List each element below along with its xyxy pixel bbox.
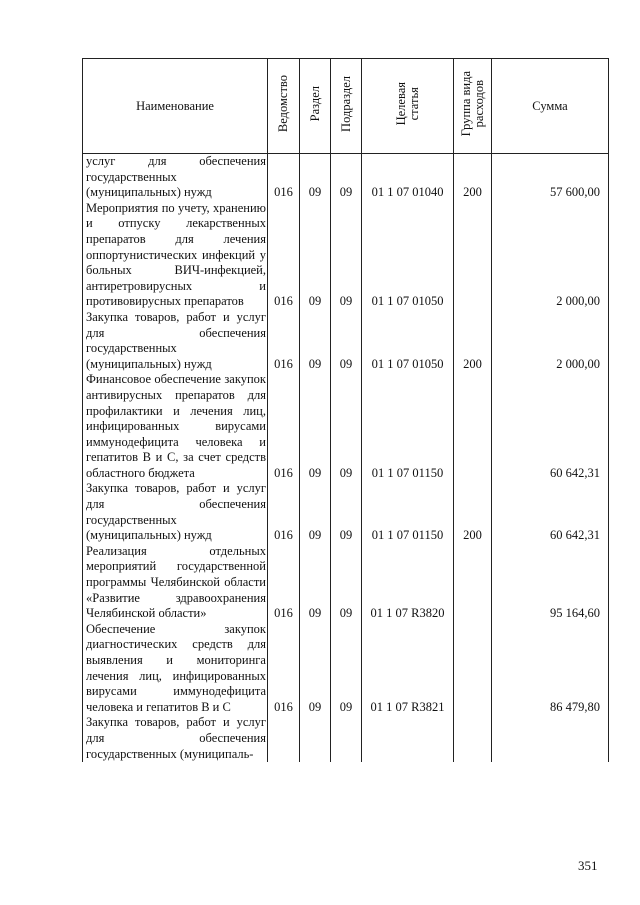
row-summa: 60 642,31 [492, 372, 609, 481]
row-name: Закупка товаров, работ и услуг для обеспечения государственных (муниципальных) нужд [83, 310, 268, 372]
row-razdel: 09 [300, 154, 331, 201]
table-row [83, 201, 609, 310]
row-razdel: 09 [300, 622, 331, 716]
row-name: Закупка товаров, работ и услуг для обеспечения государственных (муниципальных) нужд [83, 481, 268, 543]
header-razdel: Раздел [300, 59, 331, 154]
row-podrazdel [331, 715, 362, 762]
row-celevaya: 01 1 07 01150 [362, 372, 454, 481]
header-vedomstvo: Ведомство [268, 59, 300, 154]
row-summa [492, 715, 609, 762]
row-summa: 2 000,00 [492, 201, 609, 310]
header-summa: Сумма [492, 59, 609, 154]
row-gruppa: 200 [454, 481, 492, 543]
row-podrazdel: 09 [331, 622, 362, 716]
row-podrazdel: 09 [331, 310, 362, 372]
row-razdel: 09 [300, 310, 331, 372]
row-vedomstvo: 016 [268, 544, 300, 622]
row-vedomstvo: 016 [268, 310, 300, 372]
row-podrazdel: 09 [331, 481, 362, 543]
row-name: Мероприятия по учету, хранению и отпуску лекарственных препаратов для лечения оппортунистических инфекций у больных ВИЧ-инфекцией, антиретровирусных и противовирусных препаратов [83, 201, 268, 310]
row-summa: 60 642,31 [492, 481, 609, 543]
row-vedomstvo: 016 [268, 201, 300, 310]
header-gruppa-vida-raskhodov: Группа вида расходов [454, 59, 492, 154]
header-celevaya-statya: Целевая статья [362, 59, 454, 154]
row-gruppa [454, 715, 492, 762]
row-gruppa [454, 372, 492, 481]
row-podrazdel: 09 [331, 544, 362, 622]
row-vedomstvo: 016 [268, 154, 300, 201]
row-razdel [300, 715, 331, 762]
table-row [83, 481, 609, 543]
page-number: 351 [578, 858, 598, 873]
budget-table [82, 58, 609, 762]
row-razdel: 09 [300, 201, 331, 310]
row-celevaya: 01 1 07 01050 [362, 310, 454, 372]
row-name: Закупка товаров, работ и услуг для обеспечения государственных (муниципаль- [83, 715, 268, 762]
row-gruppa [454, 544, 492, 622]
row-summa: 57 600,00 [492, 154, 609, 201]
row-summa: 2 000,00 [492, 310, 609, 372]
row-gruppa: 200 [454, 154, 492, 201]
row-summa: 95 164,60 [492, 544, 609, 622]
header-podrazdel: Подраздел [331, 59, 362, 154]
row-celevaya: 01 1 07 01040 [362, 154, 454, 201]
row-name: Реализация отдельных мероприятий государственной программы Челябинской области «Развитие здравоохранения Челябинской области» [83, 544, 268, 622]
row-celevaya [362, 715, 454, 762]
row-celevaya: 01 1 07 R3821 [362, 622, 454, 716]
table-row [83, 154, 609, 201]
row-podrazdel: 09 [331, 201, 362, 310]
row-name: Финансовое обеспечение закупок антивирусных препаратов для профилактики и лечения лиц, инфицированных вирусами иммунодефицита человека и гепатитов B и C, за счет средств областного бюджета [83, 372, 268, 481]
row-podrazdel: 09 [331, 372, 362, 481]
row-name: услуг для обеспечения государственных (муниципальных) нужд [83, 154, 268, 201]
table-row [83, 310, 609, 372]
row-celevaya: 01 1 07 01050 [362, 201, 454, 310]
header-name: Наименование [83, 59, 268, 154]
table-row [83, 544, 609, 622]
row-name: Обеспечение закупок диагностических средств для выявления и мониторинга лечения лиц, инфицированных вирусами иммунодефицита человека и гепатитов B и C [83, 622, 268, 716]
row-vedomstvo: 016 [268, 372, 300, 481]
row-summa: 86 479,80 [492, 622, 609, 716]
row-gruppa [454, 201, 492, 310]
row-gruppa [454, 622, 492, 716]
row-razdel: 09 [300, 481, 331, 543]
header-row [83, 59, 609, 154]
row-vedomstvo: 016 [268, 622, 300, 716]
table-row [83, 622, 609, 716]
row-razdel: 09 [300, 372, 331, 481]
row-celevaya: 01 1 07 R3820 [362, 544, 454, 622]
table-row [83, 715, 609, 762]
row-podrazdel: 09 [331, 154, 362, 201]
row-vedomstvo: 016 [268, 481, 300, 543]
budget-table-page [82, 58, 608, 762]
row-vedomstvo [268, 715, 300, 762]
row-razdel: 09 [300, 544, 331, 622]
row-gruppa: 200 [454, 310, 492, 372]
table-row [83, 372, 609, 481]
row-celevaya: 01 1 07 01150 [362, 481, 454, 543]
